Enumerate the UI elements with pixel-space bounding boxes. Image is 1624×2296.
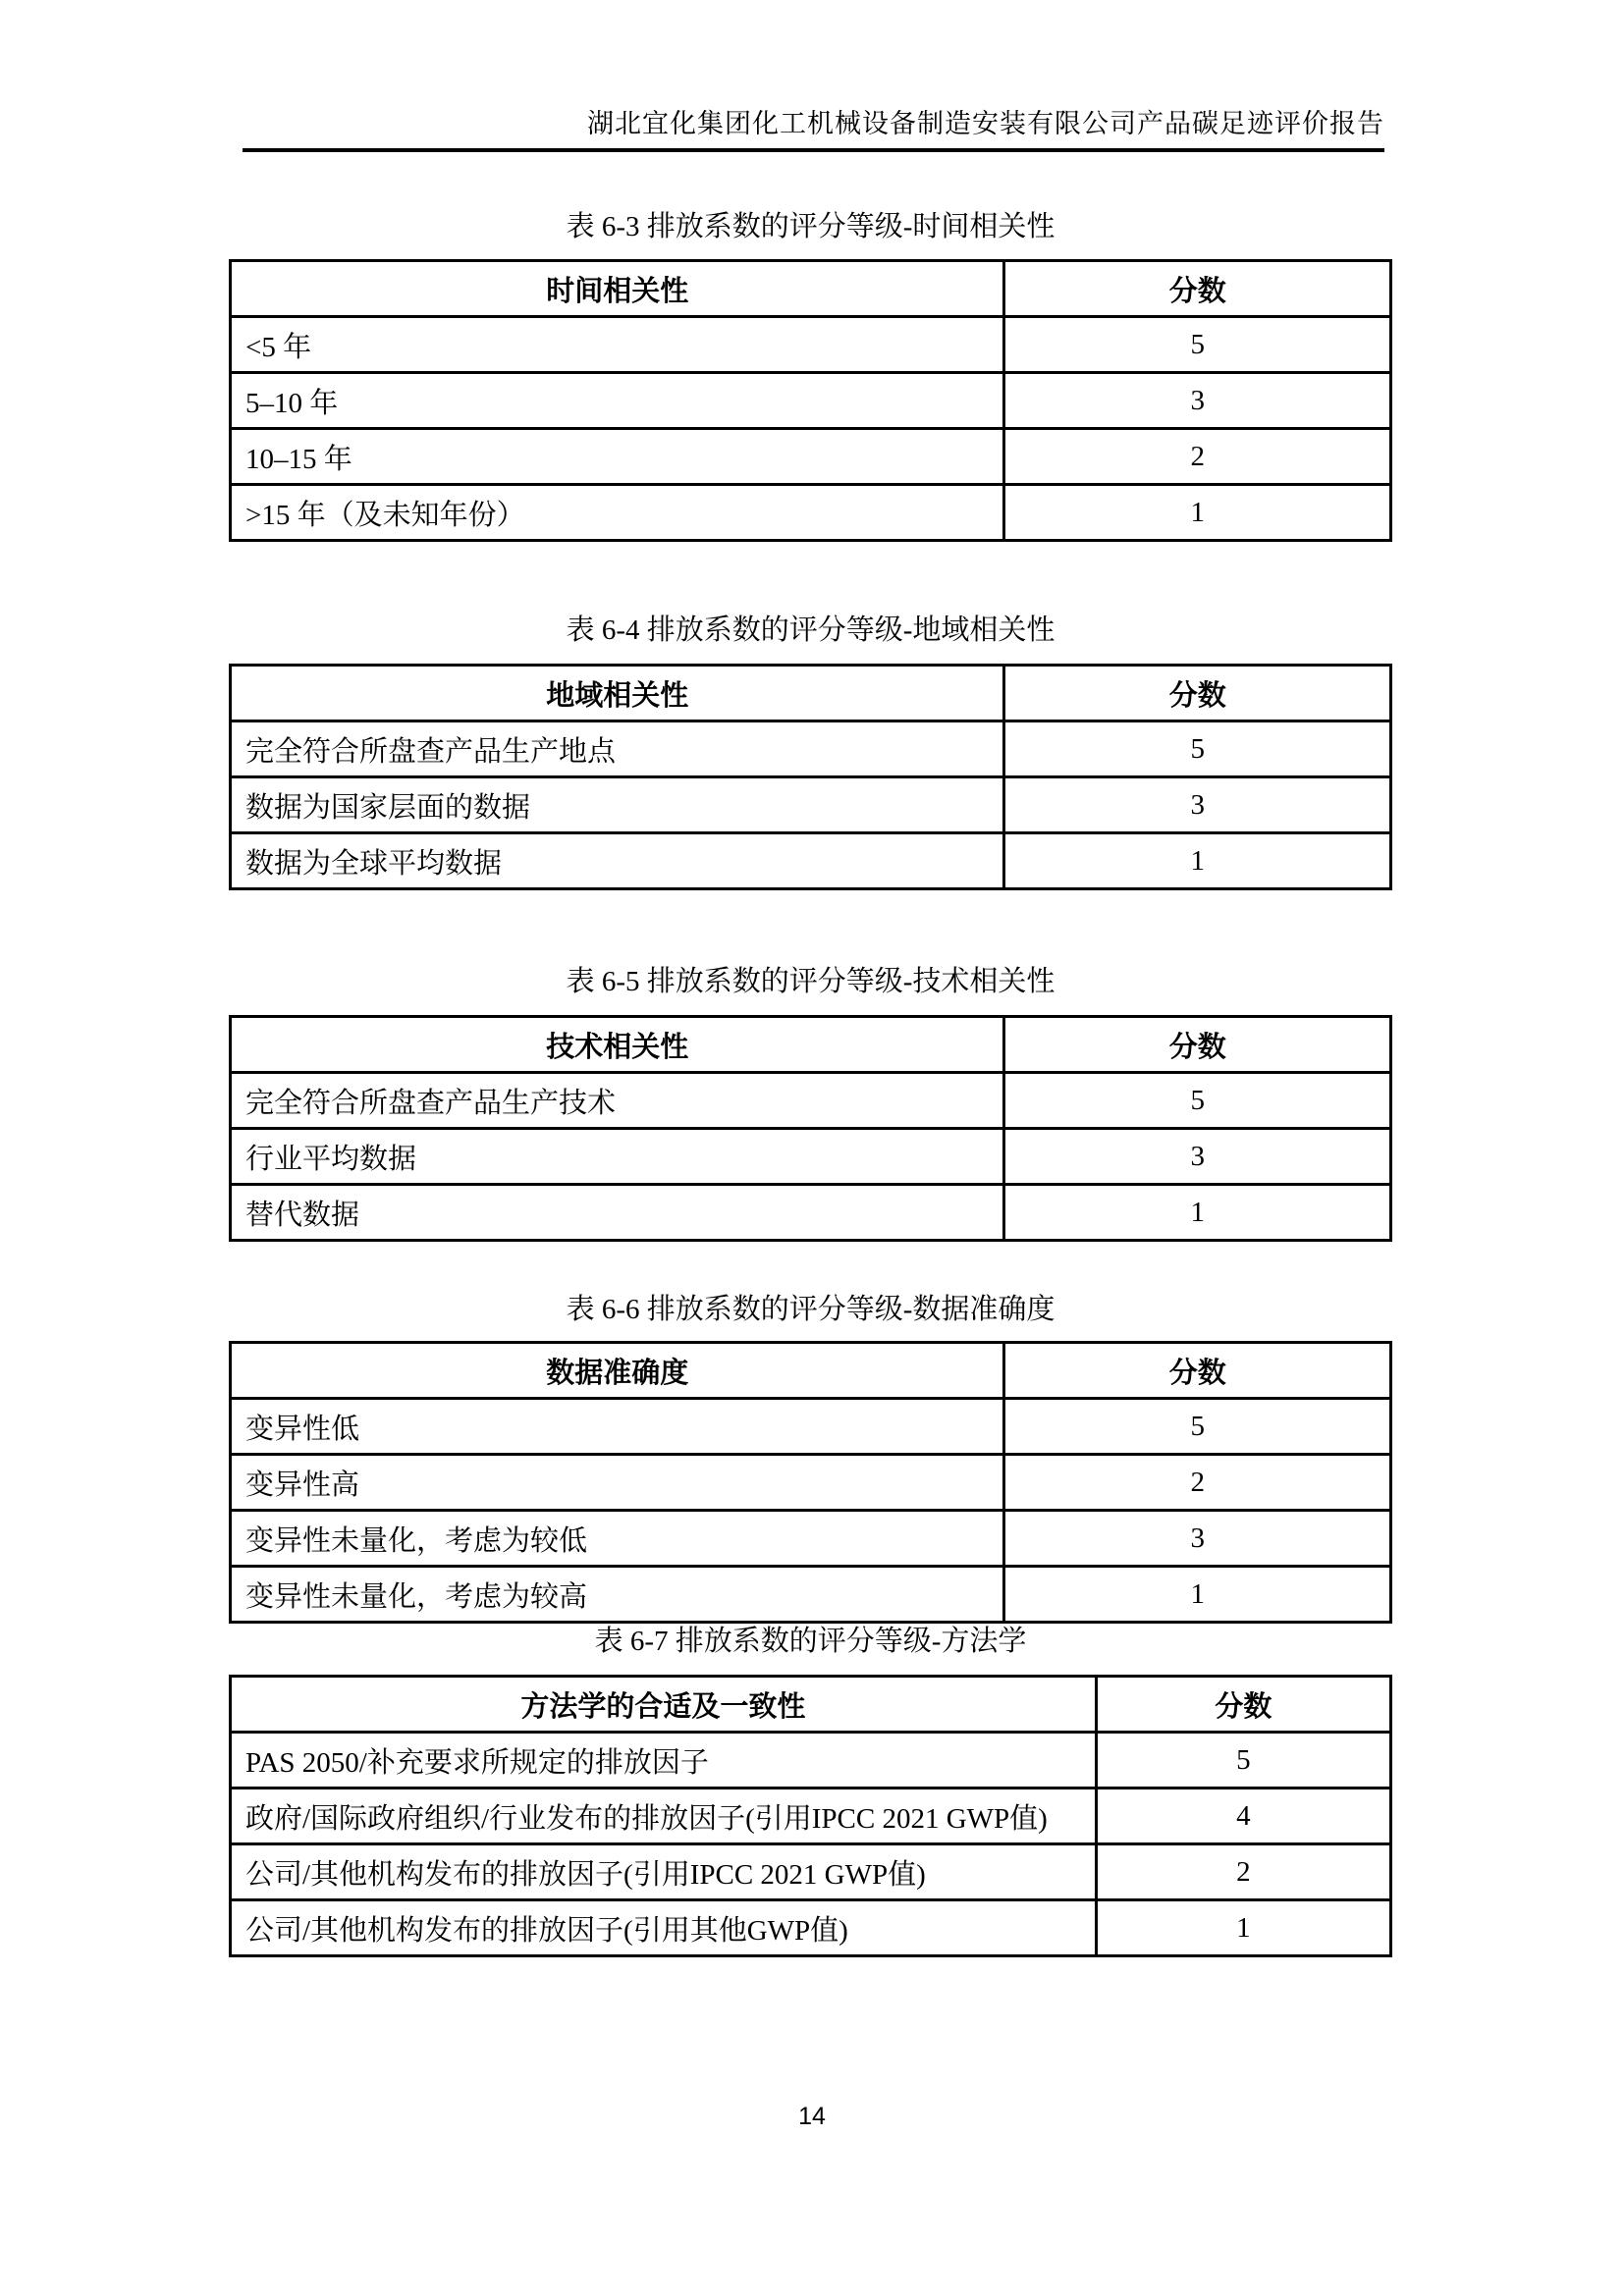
page-number: 14 [798,2103,826,2130]
score-cell: 1 [1004,485,1391,541]
table-row [231,485,1391,541]
score-cell: 3 [1004,1511,1391,1567]
table-row [231,373,1391,429]
table-row [231,1511,1391,1567]
criterion-cell: 完全符合所盘查产品生产技术 [231,1073,1004,1129]
time-relevance-table [229,259,1392,542]
table-caption: 表 6-4 排放系数的评分等级-地域相关性 [566,614,1056,646]
table-caption: 表 6-6 排放系数的评分等级-数据准确度 [566,1294,1056,1325]
table-header-row [231,1017,1391,1073]
criterion-cell: 公司/其他机构发布的排放因子(引用IPCC 2021 GWP值) [231,1844,1097,1900]
score-cell: 1 [1004,1567,1391,1623]
column-header-criterion: 方法学的合适及一致性 [231,1677,1097,1733]
table-caption: 表 6-3 排放系数的评分等级-时间相关性 [566,211,1056,242]
table-row [231,1567,1391,1623]
table-row [231,1399,1391,1455]
column-header-criterion: 数据准确度 [231,1343,1004,1399]
criterion-cell: 变异性未量化，考虑为较高 [231,1567,1004,1623]
criterion-cell: 变异性未量化，考虑为较低 [231,1511,1004,1567]
criterion-cell: 10–15 年 [231,429,1004,485]
table-row [231,777,1391,833]
column-header-criterion: 地域相关性 [231,666,1004,721]
score-cell: 5 [1004,317,1391,373]
table-row [231,833,1391,889]
table-row [231,1900,1391,1956]
table-row [231,1733,1391,1789]
table-header-row [231,1343,1391,1399]
table-row [231,317,1391,373]
criterion-cell: 数据为国家层面的数据 [231,777,1004,833]
column-header-score: 分数 [1004,666,1391,721]
report-header-title: 湖北宜化集团化工机械设备制造安装有限公司产品碳足迹评价报告 [587,109,1384,138]
score-cell: 2 [1096,1844,1390,1900]
criterion-cell: 5–10 年 [231,373,1004,429]
header-divider-rule [243,148,1384,152]
table-header-row [231,1677,1391,1733]
criterion-cell: <5 年 [231,317,1004,373]
table-caption: 表 6-5 排放系数的评分等级-技术相关性 [566,966,1056,997]
score-cell: 5 [1004,1399,1391,1455]
score-cell: 2 [1004,429,1391,485]
criterion-cell: 完全符合所盘查产品生产地点 [231,721,1004,777]
table-caption: 表 6-7 排放系数的评分等级-方法学 [594,1626,1027,1657]
score-cell: 1 [1004,1185,1391,1241]
criterion-cell: 政府/国际政府组织/行业发布的排放因子(引用IPCC 2021 GWP值) [231,1789,1097,1844]
criterion-cell: 行业平均数据 [231,1129,1004,1185]
score-cell: 3 [1004,777,1391,833]
criterion-cell: PAS 2050/补充要求所规定的排放因子 [231,1733,1097,1789]
score-cell: 5 [1004,1073,1391,1129]
table-header-row [231,666,1391,721]
score-cell: 5 [1096,1733,1390,1789]
criterion-cell: 替代数据 [231,1185,1004,1241]
score-cell: 4 [1096,1789,1390,1844]
technical-relevance-table [229,1015,1392,1242]
score-cell: 1 [1096,1900,1390,1956]
table-row [231,1844,1391,1900]
column-header-score: 分数 [1004,261,1391,317]
column-header-score: 分数 [1096,1677,1390,1733]
score-cell: 3 [1004,1129,1391,1185]
column-header-criterion: 时间相关性 [231,261,1004,317]
data-accuracy-table [229,1341,1392,1624]
table-row [231,1073,1391,1129]
score-cell: 3 [1004,373,1391,429]
column-header-criterion: 技术相关性 [231,1017,1004,1073]
table-row [231,1789,1391,1844]
table-row [231,429,1391,485]
table-row [231,721,1391,777]
table-row [231,1455,1391,1511]
score-cell: 1 [1004,833,1391,889]
column-header-score: 分数 [1004,1017,1391,1073]
score-cell: 5 [1004,721,1391,777]
criterion-cell: 数据为全球平均数据 [231,833,1004,889]
score-cell: 2 [1004,1455,1391,1511]
table-row [231,1185,1391,1241]
criterion-cell: >15 年（及未知年份） [231,485,1004,541]
table-row [231,1129,1391,1185]
table-header-row [231,261,1391,317]
criterion-cell: 公司/其他机构发布的排放因子(引用其他GWP值) [231,1900,1097,1956]
criterion-cell: 变异性高 [231,1455,1004,1511]
column-header-score: 分数 [1004,1343,1391,1399]
criterion-cell: 变异性低 [231,1399,1004,1455]
methodology-table [229,1675,1392,1957]
geographic-relevance-table [229,664,1392,890]
